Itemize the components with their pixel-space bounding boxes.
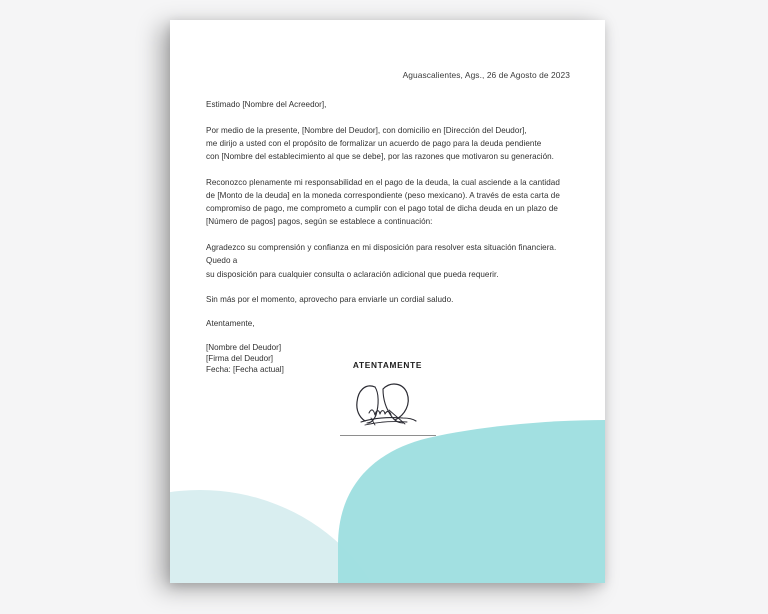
paragraph-1-line-2: me dirijo a usted con el propósito de formalizar un acuerdo de pago para la deuda pendiente	[206, 138, 542, 148]
atentamente-heading: ATENTAMENTE	[352, 360, 423, 370]
signature-rule	[340, 435, 436, 436]
paragraph-2	[206, 176, 574, 229]
signer-signature-placeholder: [Firma del Deudor]	[206, 354, 274, 364]
document-page	[170, 20, 605, 583]
paragraph-2-line-4: [Número de pagos] pagos, según se establece a continuación:	[206, 217, 433, 227]
salutation: Estimado [Nombre del Acreedor],	[206, 100, 327, 109]
paragraph-2-line-3: compromiso de pago, me comprometo a cumplir con el pago total de dicha deuda en un plazo de	[206, 204, 558, 214]
closing-line: Sin más por el momento, aprovecho para enviarle un cordial saludo.	[206, 295, 454, 305]
handwritten-signature-icon	[345, 377, 431, 429]
signer-name-placeholder: [Nombre del Deudor]	[206, 342, 282, 352]
paragraph-3-line-1: Agradezco su comprensión y confianza en mi disposición para resolver esta situación financiera. Quedo a	[206, 243, 557, 266]
date-line: Aguascalientes, Ags., 26 de Agosto de 2023	[402, 70, 570, 80]
letter-body	[170, 20, 605, 583]
letter-text-column	[206, 98, 574, 376]
paragraph-2-line-2: de [Monto de la deuda] en la moneda correspondiente (peso mexicano). A través de esta carta de	[206, 191, 560, 201]
paragraph-1-line-1: Por medio de la presente, [Nombre del Deudor], con domicilio en [Dirección del Deudor],	[206, 125, 527, 135]
signature-area	[170, 360, 605, 436]
paragraph-1	[206, 124, 574, 164]
paragraph-3	[206, 241, 574, 281]
signer-date-placeholder: Fecha: [Fecha actual]	[206, 365, 284, 375]
paragraph-3-line-2: su disposición para cualquier consulta o aclaración adicional que pueda requerir.	[206, 269, 499, 279]
valediction: Atentamente,	[206, 319, 255, 329]
paragraph-2-line-1: Reconozco plenamente mi responsabilidad en el pago de la deuda, la cual asciende a la cantidad	[206, 177, 560, 187]
paragraph-1-line-3: con [Nombre del establecimiento al que se debe], por las razones que motivaron su generación.	[206, 152, 554, 162]
